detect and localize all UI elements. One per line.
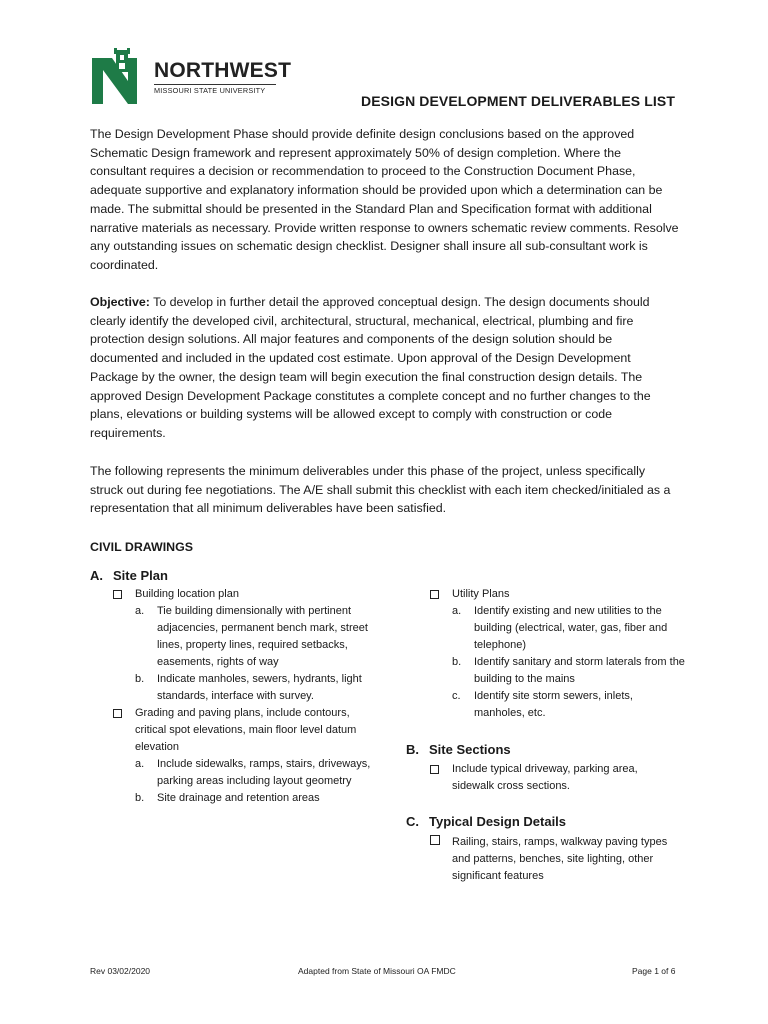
list-text: Identify sanitary and storm laterals from the building to the mains — [474, 656, 685, 685]
item-label: Utility Plans — [452, 588, 510, 600]
list-text: Indicate manholes, sewers, hydrants, light standards, interface with survey. — [157, 673, 362, 702]
checkbox[interactable] — [113, 590, 122, 599]
logo-name: NORTHWEST — [154, 59, 292, 82]
typical-details-letter: C. — [406, 814, 419, 829]
checklist-item-grading-paving — [113, 705, 373, 807]
deliverables-paragraph: The following represents the minimum deliverables under this phase of the project, unless specifically struck out during fee negotiations. The A/E shall submit this checklist with each item checked/initialed as a representation that all minimum deliverables have been satisfied. — [90, 464, 671, 516]
checkbox[interactable] — [430, 835, 440, 845]
list-text: Include sidewalks, ramps, stairs, driveways, parking areas including layout geometry — [157, 758, 371, 787]
typical-details-list — [430, 834, 680, 885]
site-sections-list — [430, 761, 670, 795]
sub-list — [135, 756, 373, 807]
footer-adapted: Adapted from State of Missouri OA FMDC — [298, 966, 456, 976]
list-text: Tie building dimensionally with pertinent adjacencies, permanent bench mark, street lines, property lines, required setbacks, easements, rights of way — [157, 605, 368, 668]
site-plan-title: Site Plan — [113, 568, 168, 583]
list-marker: a. — [135, 758, 145, 770]
civil-drawings-heading: CIVIL DRAWINGS — [90, 540, 194, 554]
checklist-item-typical-details — [430, 834, 680, 885]
checklist-item-utility-plans — [430, 586, 685, 722]
list-item — [452, 603, 685, 654]
sub-list — [135, 603, 373, 705]
list-text: Identify site storm sewers, inlets, manholes, etc. — [474, 690, 633, 719]
list-item — [452, 654, 685, 688]
footer-revision: Rev 03/02/2020 — [90, 966, 151, 976]
checklist-item-site-sections — [430, 761, 670, 795]
objective-label: Objective: — [90, 295, 150, 309]
list-item — [135, 756, 373, 790]
list-item — [135, 790, 373, 807]
checkbox[interactable] — [430, 590, 439, 599]
checkbox[interactable] — [113, 709, 122, 718]
utility-plans-list — [430, 586, 685, 722]
list-item — [135, 603, 373, 671]
list-marker: b. — [452, 656, 462, 668]
typical-details-heading — [406, 814, 566, 829]
site-sections-title: Site Sections — [429, 742, 511, 757]
list-text: Identify existing and new utilities to the building (electrical, water, gas, fiber and telephone) — [474, 605, 668, 651]
item-label: Railing, stairs, ramps, walkway paving types and patterns, benches, site lighting, other significant features — [452, 836, 668, 882]
typical-details-title: Typical Design Details — [429, 814, 567, 829]
site-sections-letter: B. — [406, 742, 419, 757]
list-marker: c. — [452, 690, 461, 702]
item-label: Building location plan — [135, 588, 239, 600]
intro-paragraph: The Design Development Phase should provide definite design conclusions based on the approved Schematic Design framework and represent approximately 50% of design completion. Where the consultant requires a decision or recommendation to proceed to the Construction Document Phase, adequate supportive and explanatory information should be provided upon which a determination can be made. The submittal should be presented in the Standard Plan and Specification format with additional narrative materials as necessary. Provide written response to owners schematic review comments. Resolve any outstanding issues on schematic design checklist. Designer shall insure all sub-consultant work is coordinated. — [90, 127, 679, 272]
document-title: DESIGN DEVELOPMENT DELIVERABLES LIST — [361, 93, 675, 109]
site-sections-heading — [406, 742, 511, 757]
list-item — [452, 688, 685, 722]
item-label: Include typical driveway, parking area, sidewalk cross sections. — [452, 763, 638, 792]
objective-text: To develop in further detail the approved conceptual design. The design documents should clearly identify the developed civil, architectural, structural, mechanical, electrical, plumbing and fire protection design solutions. All major features and components of the design solution should be documented and included in the updated cost estimate. Upon approval of the Design Development Package by the owner, the design team will begin execution the final construction design details. The approved Design Development Package constitutes a complete concept and no further changes to the plans, elevations or building systems will be allowed except to comply with construction or code requirements. — [90, 295, 651, 440]
list-item — [135, 671, 373, 705]
list-marker: b. — [135, 673, 145, 685]
objective-paragraph — [90, 293, 680, 443]
northwest-n-icon — [92, 48, 148, 106]
footer-page-number: Page 1 of 6 — [632, 966, 676, 976]
logo-divider — [154, 84, 276, 85]
checkbox[interactable] — [430, 765, 439, 774]
site-plan-letter: A. — [90, 568, 103, 583]
list-marker: b. — [135, 792, 145, 804]
sub-list — [452, 603, 685, 722]
site-plan-heading — [90, 568, 168, 583]
list-text: Site drainage and retention areas — [157, 792, 320, 804]
site-plan-list — [113, 586, 373, 807]
list-marker: a. — [452, 605, 462, 617]
university-logo — [92, 48, 292, 106]
logo-subtitle: MISSOURI STATE UNIVERSITY — [154, 86, 266, 95]
item-label: Grading and paving plans, include contours, critical spot elevations, main floor level datum elevation — [135, 707, 357, 753]
list-marker: a. — [135, 605, 145, 617]
checklist-item-building-location — [113, 586, 373, 705]
